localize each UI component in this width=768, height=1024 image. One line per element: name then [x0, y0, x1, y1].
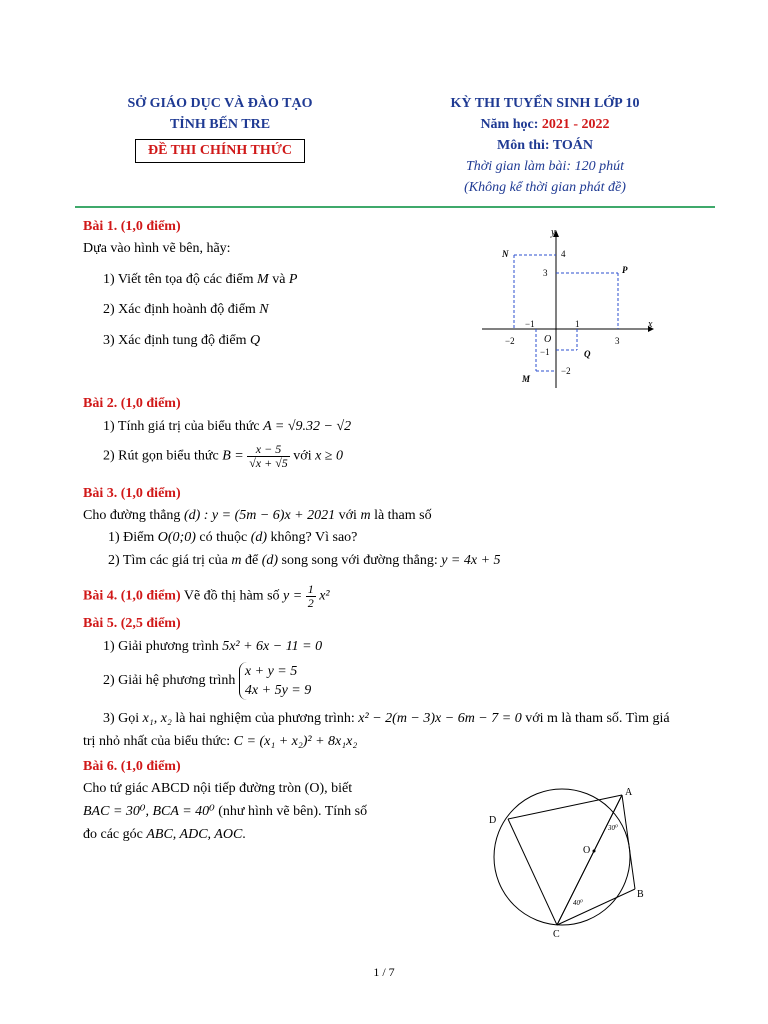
bai4-rhs: x²	[319, 588, 330, 604]
bai1-q3	[103, 333, 260, 349]
time-note: (Không kể thời gian phát đề)	[464, 180, 626, 195]
tick-x-minus-2: −2	[505, 336, 515, 346]
quadrilateral-abcd	[508, 795, 635, 925]
bai5-q3-roots: x₁, x₂	[142, 711, 172, 726]
bai3-intro	[83, 508, 432, 524]
point-n-label: N	[502, 249, 509, 259]
bai2-q2-fraction	[247, 443, 290, 470]
x-axis-label: x	[648, 319, 653, 330]
bai3-q2-m: m	[231, 553, 242, 568]
bai3-q1-text: 1) Điểm	[108, 530, 155, 545]
header-divider	[75, 206, 715, 208]
bai5-q3-a: 3) Gọi	[103, 711, 140, 726]
bai2-q1-expr: A = √9.32 − √2	[263, 419, 352, 434]
bai5-q1-expr: 5x² + 6x − 11 = 0	[222, 639, 323, 654]
bai5-q2	[103, 662, 311, 700]
bai2-q1	[103, 419, 351, 435]
bai5-title: Bài 5. (2,5 điểm)	[83, 616, 181, 631]
tick-y-3: 3	[543, 268, 548, 278]
bai4-title: Bài 4. (1,0 điểm)	[83, 588, 181, 604]
bai5-q3-expr: x² − 2(m − 3)x − 6m − 7 = 0	[358, 711, 522, 726]
province-name: TỈNH BẾN TRE	[169, 117, 271, 132]
bai5-q2-eq2: 4x + 5y = 9	[244, 683, 312, 698]
center-point	[593, 850, 596, 853]
bai5-q2-system	[239, 662, 311, 700]
bai2-q1-text: 1) Tính giá trị của biểu thức	[103, 419, 260, 434]
bai3-q1-mid: có thuộc	[199, 530, 248, 545]
year-label: Năm học:	[480, 117, 542, 132]
bai1-q1-and: và	[272, 272, 286, 287]
bai1-title: Bài 1. (1,0 điểm)	[83, 219, 181, 234]
bai3-q2-tail: song song với đường thẳng:	[281, 553, 438, 568]
bai3-q2-mid: để	[244, 553, 259, 568]
coordinate-graph	[478, 225, 658, 390]
bai5-q3-d: trị nhỏ nhất của biểu thức:	[83, 734, 231, 749]
school-year	[395, 114, 695, 135]
bai4-den: 2	[307, 596, 314, 610]
bai5-q3-line1	[103, 711, 670, 727]
tick-y-4: 4	[561, 249, 566, 259]
tick-y-minus-2: −2	[561, 366, 571, 376]
point-q-label: Q	[584, 349, 591, 359]
bai2-q2-cond: x ≥ 0	[315, 448, 343, 464]
bai1-q3-q: Q	[249, 333, 261, 348]
bai6-line3	[83, 827, 246, 843]
circle-o	[494, 789, 630, 925]
bai1-q2	[103, 302, 269, 318]
bai2-q2-text: 2) Rút gọn biểu thức	[103, 448, 219, 464]
bai2-title: Bài 2. (1,0 điểm)	[83, 396, 181, 411]
tick-x-3: 3	[615, 336, 620, 346]
bai2-q2	[103, 443, 343, 470]
bai1-q1	[103, 272, 297, 288]
bai3-q2-expr: y = 4x + 5	[441, 553, 501, 568]
bai3-q1-d: (d)	[250, 530, 268, 545]
bai6-line3-text: đo các góc	[83, 827, 143, 842]
center-o-label: O	[583, 845, 591, 856]
bai6-angles-given: BAC = 30⁰, BCA = 40⁰	[83, 804, 215, 819]
angle-c-label: 40⁰	[573, 899, 583, 907]
header-left	[80, 93, 360, 163]
year-value: 2021 - 2022	[541, 117, 610, 132]
department-name: SỞ GIÁO DỤC VÀ ĐÀO TẠO	[127, 96, 313, 111]
tick-x-1: 1	[575, 319, 580, 329]
exam-title: KỲ THI TUYỂN SINH LỚP 10	[450, 96, 640, 111]
point-p-label: P	[622, 265, 628, 275]
bai4-lhs: y =	[283, 588, 303, 604]
vertex-d-label: D	[489, 815, 497, 826]
bai1-q2-text: 2) Xác định hoành độ điểm	[103, 302, 256, 317]
time-limit: Thời gian làm bài: 120 phút	[466, 159, 624, 174]
bai4-fraction	[306, 583, 316, 610]
dashed-guides	[514, 255, 618, 371]
bai3-intro-expr: (d) : y = (5m − 6)x + 2021	[183, 508, 336, 523]
origin-label: O	[544, 334, 552, 345]
bai3-intro-m: m	[360, 508, 371, 523]
angle-a-label: 30⁰	[608, 824, 618, 832]
bai3-q1-tail: không? Vì sao?	[270, 530, 358, 545]
bai5-q3-b: là hai nghiệm của phương trình:	[175, 711, 355, 726]
bai2-q2-den: √x + √5	[249, 456, 288, 470]
bai2-q2-with: với	[293, 448, 312, 464]
official-exam-badge: ĐỀ THI CHÍNH THỨC	[135, 139, 305, 163]
bai3-q1-point: O(0;0)	[157, 530, 196, 545]
cyclic-quadrilateral-figure	[475, 775, 655, 940]
bai4-line	[83, 583, 330, 610]
bai4-num: 1	[307, 582, 314, 596]
bai4-text: Vẽ đồ thị hàm số	[183, 588, 280, 604]
bai5-q3-expr2: C = (x₁ + x₂)² + 8x₁x₂	[233, 734, 358, 749]
vertex-c-label: C	[553, 929, 560, 940]
vertex-b-label: B	[637, 889, 644, 900]
bai3-intro-with: với	[338, 508, 357, 523]
y-axis-label: y	[551, 227, 556, 238]
bai3-q2-text: 2) Tìm các giá trị của	[108, 553, 228, 568]
bai1-intro: Dựa vào hình vẽ bên, hãy:	[83, 241, 231, 256]
bai2-q2-num: x − 5	[247, 443, 290, 457]
subject: Môn thi: TOÁN	[497, 138, 593, 153]
page-number: 1 / 7	[373, 965, 395, 979]
bai5-q1-text: 1) Giải phương trình	[103, 639, 219, 654]
bai5-q3-line2	[83, 734, 357, 750]
bai1-q1-m: M	[257, 272, 269, 287]
bai1-q1-p: P	[288, 272, 298, 287]
tick-y-minus-1: −1	[540, 347, 550, 357]
bai6-line2	[83, 803, 367, 820]
tick-x-minus-1: −1	[525, 319, 535, 329]
bai3-q2-d: (d)	[261, 553, 279, 568]
bai3-q1	[108, 530, 357, 546]
bai6-title: Bài 6. (1,0 điểm)	[83, 759, 181, 774]
bai6-line3-end: .	[242, 827, 246, 842]
bai2-q2-lhs: B =	[222, 448, 244, 464]
bai6-line1: Cho tứ giác ABCD nội tiếp đường tròn (O), biết	[83, 781, 353, 796]
bai5-q1	[103, 639, 322, 655]
bai5-q2-eq1: x + y = 5	[244, 664, 298, 679]
header-right	[395, 93, 695, 198]
bai3-title: Bài 3. (1,0 điểm)	[83, 486, 181, 501]
bai1-q1-text: 1) Viết tên tọa độ các điểm	[103, 272, 254, 287]
bai5-q3-c: với m là tham số. Tìm giá	[525, 711, 670, 726]
point-m-label: M	[522, 374, 531, 384]
bai1-q2-n: N	[259, 302, 269, 317]
vertex-a-label: A	[625, 787, 633, 798]
bai3-intro-tail: là tham số	[374, 508, 432, 523]
bai5-q2-text: 2) Giải hệ phương trình	[103, 673, 236, 689]
bai3-intro-text: Cho đường thẳng	[83, 508, 181, 523]
bai1-q3-text: 3) Xác định tung độ điểm	[103, 333, 247, 348]
bai6-line2-tail: (như hình vẽ bên). Tính số	[218, 804, 368, 819]
bai3-q2	[108, 553, 501, 569]
bai6-angles-asked: ABC, ADC, AOC	[146, 827, 243, 842]
